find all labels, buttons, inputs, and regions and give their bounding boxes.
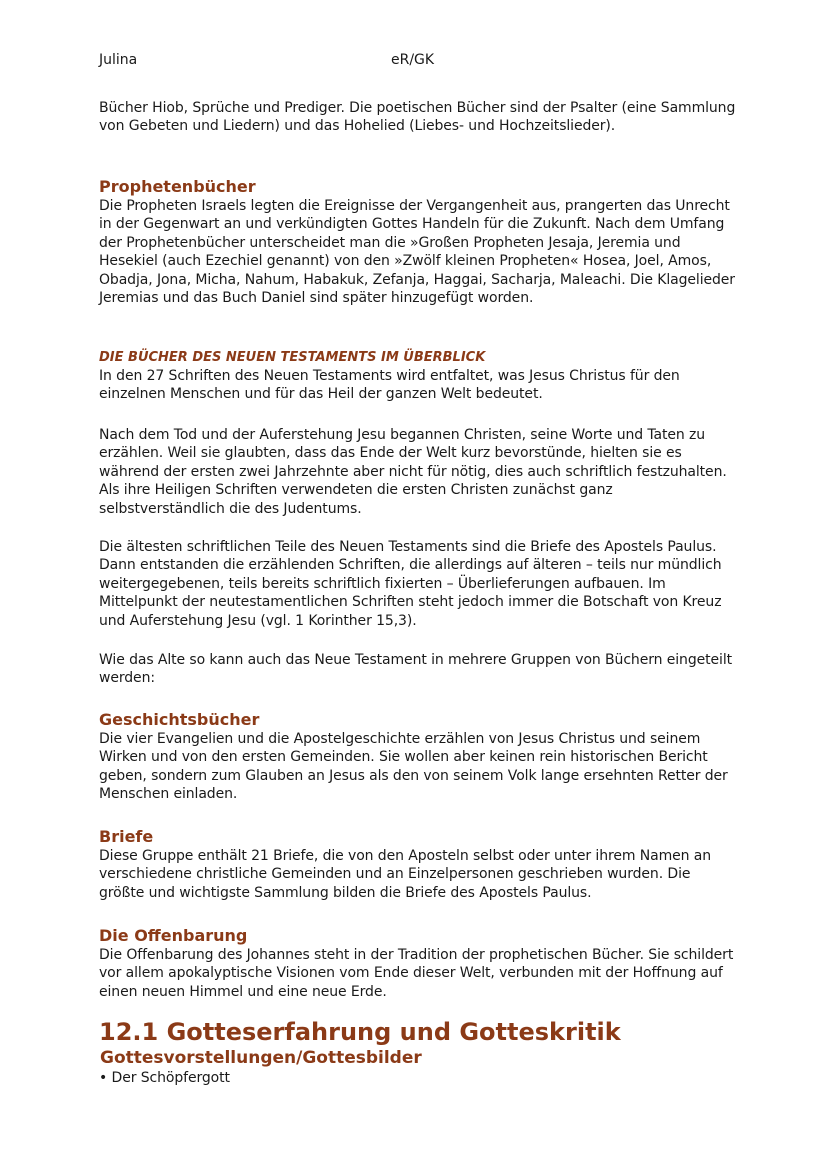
briefe-paragraph: Diese Gruppe enthält 21 Briefe, die von den Aposteln selbst oder unter ihrem Namen an verschiedene christliche Gemeinden und an Einzelpersonen geschrieben wurden. Die größte und wichtigste Sammlung bilden die Briefe des Apostels Paulus. [99, 848, 711, 901]
offenbarung-heading: Die Offenbarung [99, 926, 248, 945]
nt-section [99, 349, 739, 404]
geschichte-section [99, 710, 739, 804]
intro-paragraph: Bücher Hiob, Sprüche und Prediger. Die poetischen Bücher sind der Psalter (eine Sammlung von Gebeten und Liedern) und das Hohelied (Liebes- und Hochzeitslieder). [99, 100, 736, 135]
nt-paragraph-3-block [99, 538, 739, 630]
course-label: eR/GK [391, 52, 435, 68]
briefe-section [99, 827, 739, 902]
nt-paragraph-4: Wie das Alte so kann auch das Neue Testament in mehrere Gruppen von Büchern eingeteilt werden: [99, 652, 732, 687]
geschichte-paragraph: Die vier Evangelien und die Apostelgeschichte erzählen von Jesus Christus und seinem Wirken und von den ersten Gemeinden. Sie wollen aber keinen rein historischen Bericht geben, sondern zum Glauben an Jesus als den von seinem Volk lange ersehnten Retter der Menschen einladen. [99, 731, 728, 803]
chapter-subtitle: Gottesvorstellungen/Gottesbilder [100, 1048, 422, 1068]
nt-paragraph-3: Die ältesten schriftlichen Teile des Neuen Testaments sind die Briefe des Apostels Paulus. Dann entstanden die erzählenden Schriften, die allerdings auf älteren – teils nur mündlich weitergegebenen, teils bereits schriftlich fixierten – Überlieferungen aufbauen. Im Mittelpunkt der neutestamentlichen Schriften steht jedoch immer die Botschaft von Kreuz und Auferstehung Jesu (vgl. 1 Korinther 15,3). [99, 539, 722, 629]
nt-paragraph-4-block [99, 651, 739, 688]
briefe-heading: Briefe [99, 827, 154, 846]
intro-block [99, 99, 739, 136]
bullet-item: • Der Schöpfergott [99, 1070, 230, 1086]
chapter-title: 12.1 Gotteserfahrung und Gotteskritik [99, 1018, 621, 1046]
chapter-section [99, 1017, 739, 1087]
nt-heading: DIE BÜCHER DES NEUEN TESTAMENTS IM ÜBERBLICK [99, 350, 486, 365]
propheten-paragraph: Die Propheten Israels legten die Ereignisse der Vergangenheit aus, prangerten das Unrecht in der Gegenwart an und verkündigten Gottes Handeln für die Zukunft. Nach dem Umfang der Prophetenbücher unterscheidet man die »Großen Propheten Jesaja, Jeremia und Hesekiel (auch Ezechiel genannt) von den »Zwölf kleinen Propheten« Hosea, Joel, Amos, Obadja, Jona, Micha, Nahum, Habakuk, Zefanja, Haggai, Sacharja, Maleachi. Die Klagelieder Jeremias und das Buch Daniel sind später hinzugefügt worden. [99, 198, 735, 307]
nt-paragraph-2: Nach dem Tod und der Auferstehung Jesu begannen Christen, seine Worte und Taten zu erzählen. Weil sie glaubten, dass das Ende der Welt kurz bevorstünde, hielten sie es während der ersten zwei Jahrzehnte aber nicht für nötig, dies auch schriftlich festzuhalten. Als ihre Heiligen Schriften verwendeten die ersten Christen zunächst ganz selbstverständlich die des Judentums. [99, 427, 727, 517]
nt-paragraph-2-block [99, 426, 739, 518]
offenbarung-section [99, 926, 739, 1001]
propheten-heading: Prophetenbücher [99, 177, 256, 196]
propheten-section [99, 177, 739, 307]
geschichte-heading: Geschichtsbücher [99, 710, 260, 729]
offenbarung-paragraph: Die Offenbarung des Johannes steht in der Tradition der prophetischen Bücher. Sie schildert vor allem apokalyptische Visionen vom Ende dieser Welt, verbunden mit der Hoffnung auf einen neuen Himmel und eine neue Erde. [99, 947, 734, 1000]
author-name: Julina [99, 52, 138, 68]
nt-paragraph-1: In den 27 Schriften des Neuen Testaments wird entfaltet, was Jesus Christus für den einzelnen Menschen und für das Heil der ganzen Welt bedeutet. [99, 368, 680, 403]
